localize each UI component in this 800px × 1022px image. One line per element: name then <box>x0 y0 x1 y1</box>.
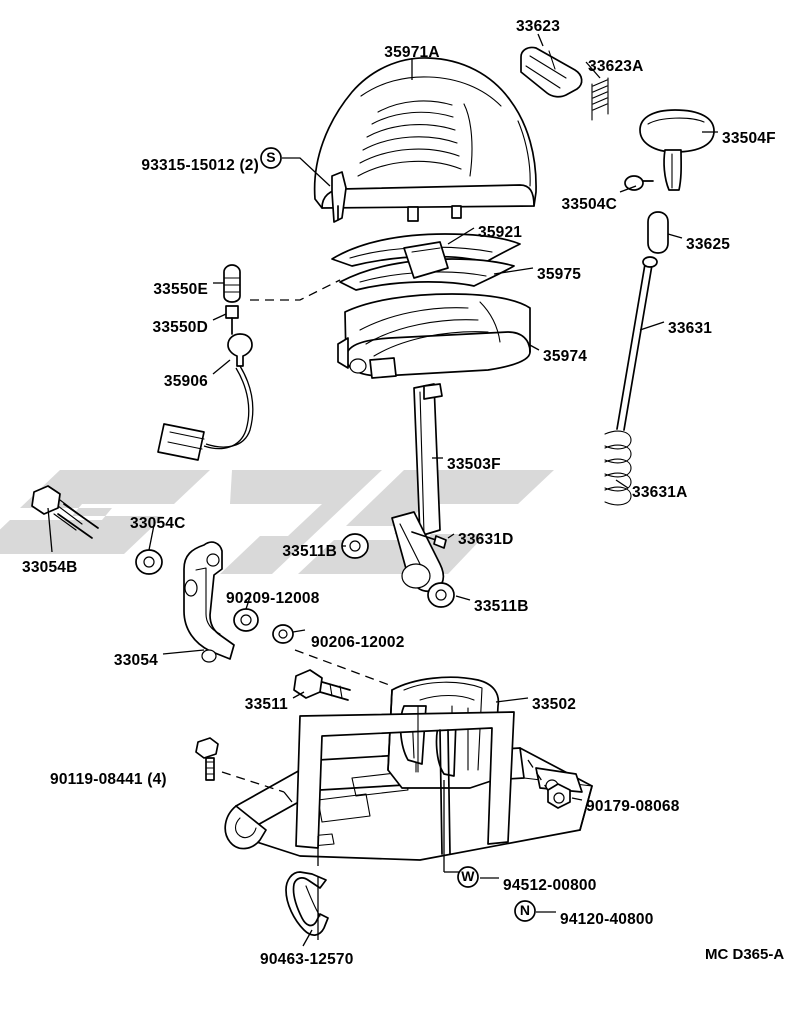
part-label-33504F[interactable]: 33504F <box>722 130 776 147</box>
watermark-graphic <box>0 470 554 574</box>
part-33504F-shape <box>640 110 714 190</box>
part-label-33503F[interactable]: 33503F <box>447 456 501 473</box>
part-label-33631D[interactable]: 33631D <box>458 531 514 548</box>
part-33623-shape <box>521 47 582 96</box>
part-label-35971A[interactable]: 35971A <box>384 44 440 61</box>
circle-marker-N: N <box>519 902 531 918</box>
part-label-33054B[interactable]: 33054B <box>22 559 78 576</box>
part-label-33550E[interactable]: 33550E <box>153 281 208 298</box>
diagram-footer-code: MC D365-A <box>705 946 785 963</box>
part-33054C-shape <box>136 550 162 574</box>
part-35921-35975-shape <box>332 234 520 290</box>
part-label-90209-12008[interactable]: 90209-12008 <box>226 590 320 607</box>
part-label-35921[interactable]: 35921 <box>478 224 523 241</box>
part-label-33511B[interactable]: 33511B <box>282 543 337 560</box>
part-label-33631A[interactable]: 33631A <box>632 484 688 501</box>
part-label-33504C[interactable]: 33504C <box>561 196 617 213</box>
part-label-33511B[interactable]: 33511B <box>474 598 529 615</box>
part-label-35974[interactable]: 35974 <box>543 348 588 365</box>
part-label-33511[interactable]: 33511 <box>244 696 288 713</box>
part-label-35975[interactable]: 35975 <box>537 266 582 283</box>
part-label-33623[interactable]: 33623 <box>515 18 561 35</box>
part-label-33623A[interactable]: 33623A <box>588 58 644 75</box>
circle-marker-S: S <box>266 149 276 165</box>
part-33631A-spring <box>605 431 631 505</box>
part-label-90463-12570[interactable]: 90463-12570 <box>260 951 354 968</box>
part-label-90179-08068[interactable]: 90179-08068 <box>586 798 680 815</box>
part-label-33625[interactable]: 33625 <box>686 236 731 253</box>
part-label-94512-00800[interactable]: 94512-00800 <box>503 877 597 894</box>
circle-marker-W: W <box>461 868 475 884</box>
part-35971A-shape <box>315 58 536 222</box>
part-label-94120-40800[interactable]: 94120-40800 <box>560 911 654 928</box>
part-label-33054[interactable]: 33054 <box>113 652 158 669</box>
part-35974-shape <box>338 294 530 378</box>
part-label-90206-12002[interactable]: 90206-12002 <box>311 634 405 651</box>
part-33511-shape <box>294 670 350 700</box>
part-label-33631[interactable]: 33631 <box>668 320 713 337</box>
part-label-33502[interactable]: 33502 <box>532 696 577 713</box>
part-33625-shape <box>648 212 668 253</box>
part-label-33054C[interactable]: 33054C <box>130 515 186 532</box>
part-label-90119-08441-4[interactable]: 90119-08441 (4) <box>50 771 167 788</box>
part-label-33550D[interactable]: 33550D <box>152 319 208 336</box>
part-label-93315-15012-2[interactable]: 93315-15012 (2) <box>141 157 259 174</box>
part-33631-shape <box>605 257 657 505</box>
part-33623A-shape <box>592 78 608 120</box>
part-label-35906[interactable]: 35906 <box>163 373 208 390</box>
